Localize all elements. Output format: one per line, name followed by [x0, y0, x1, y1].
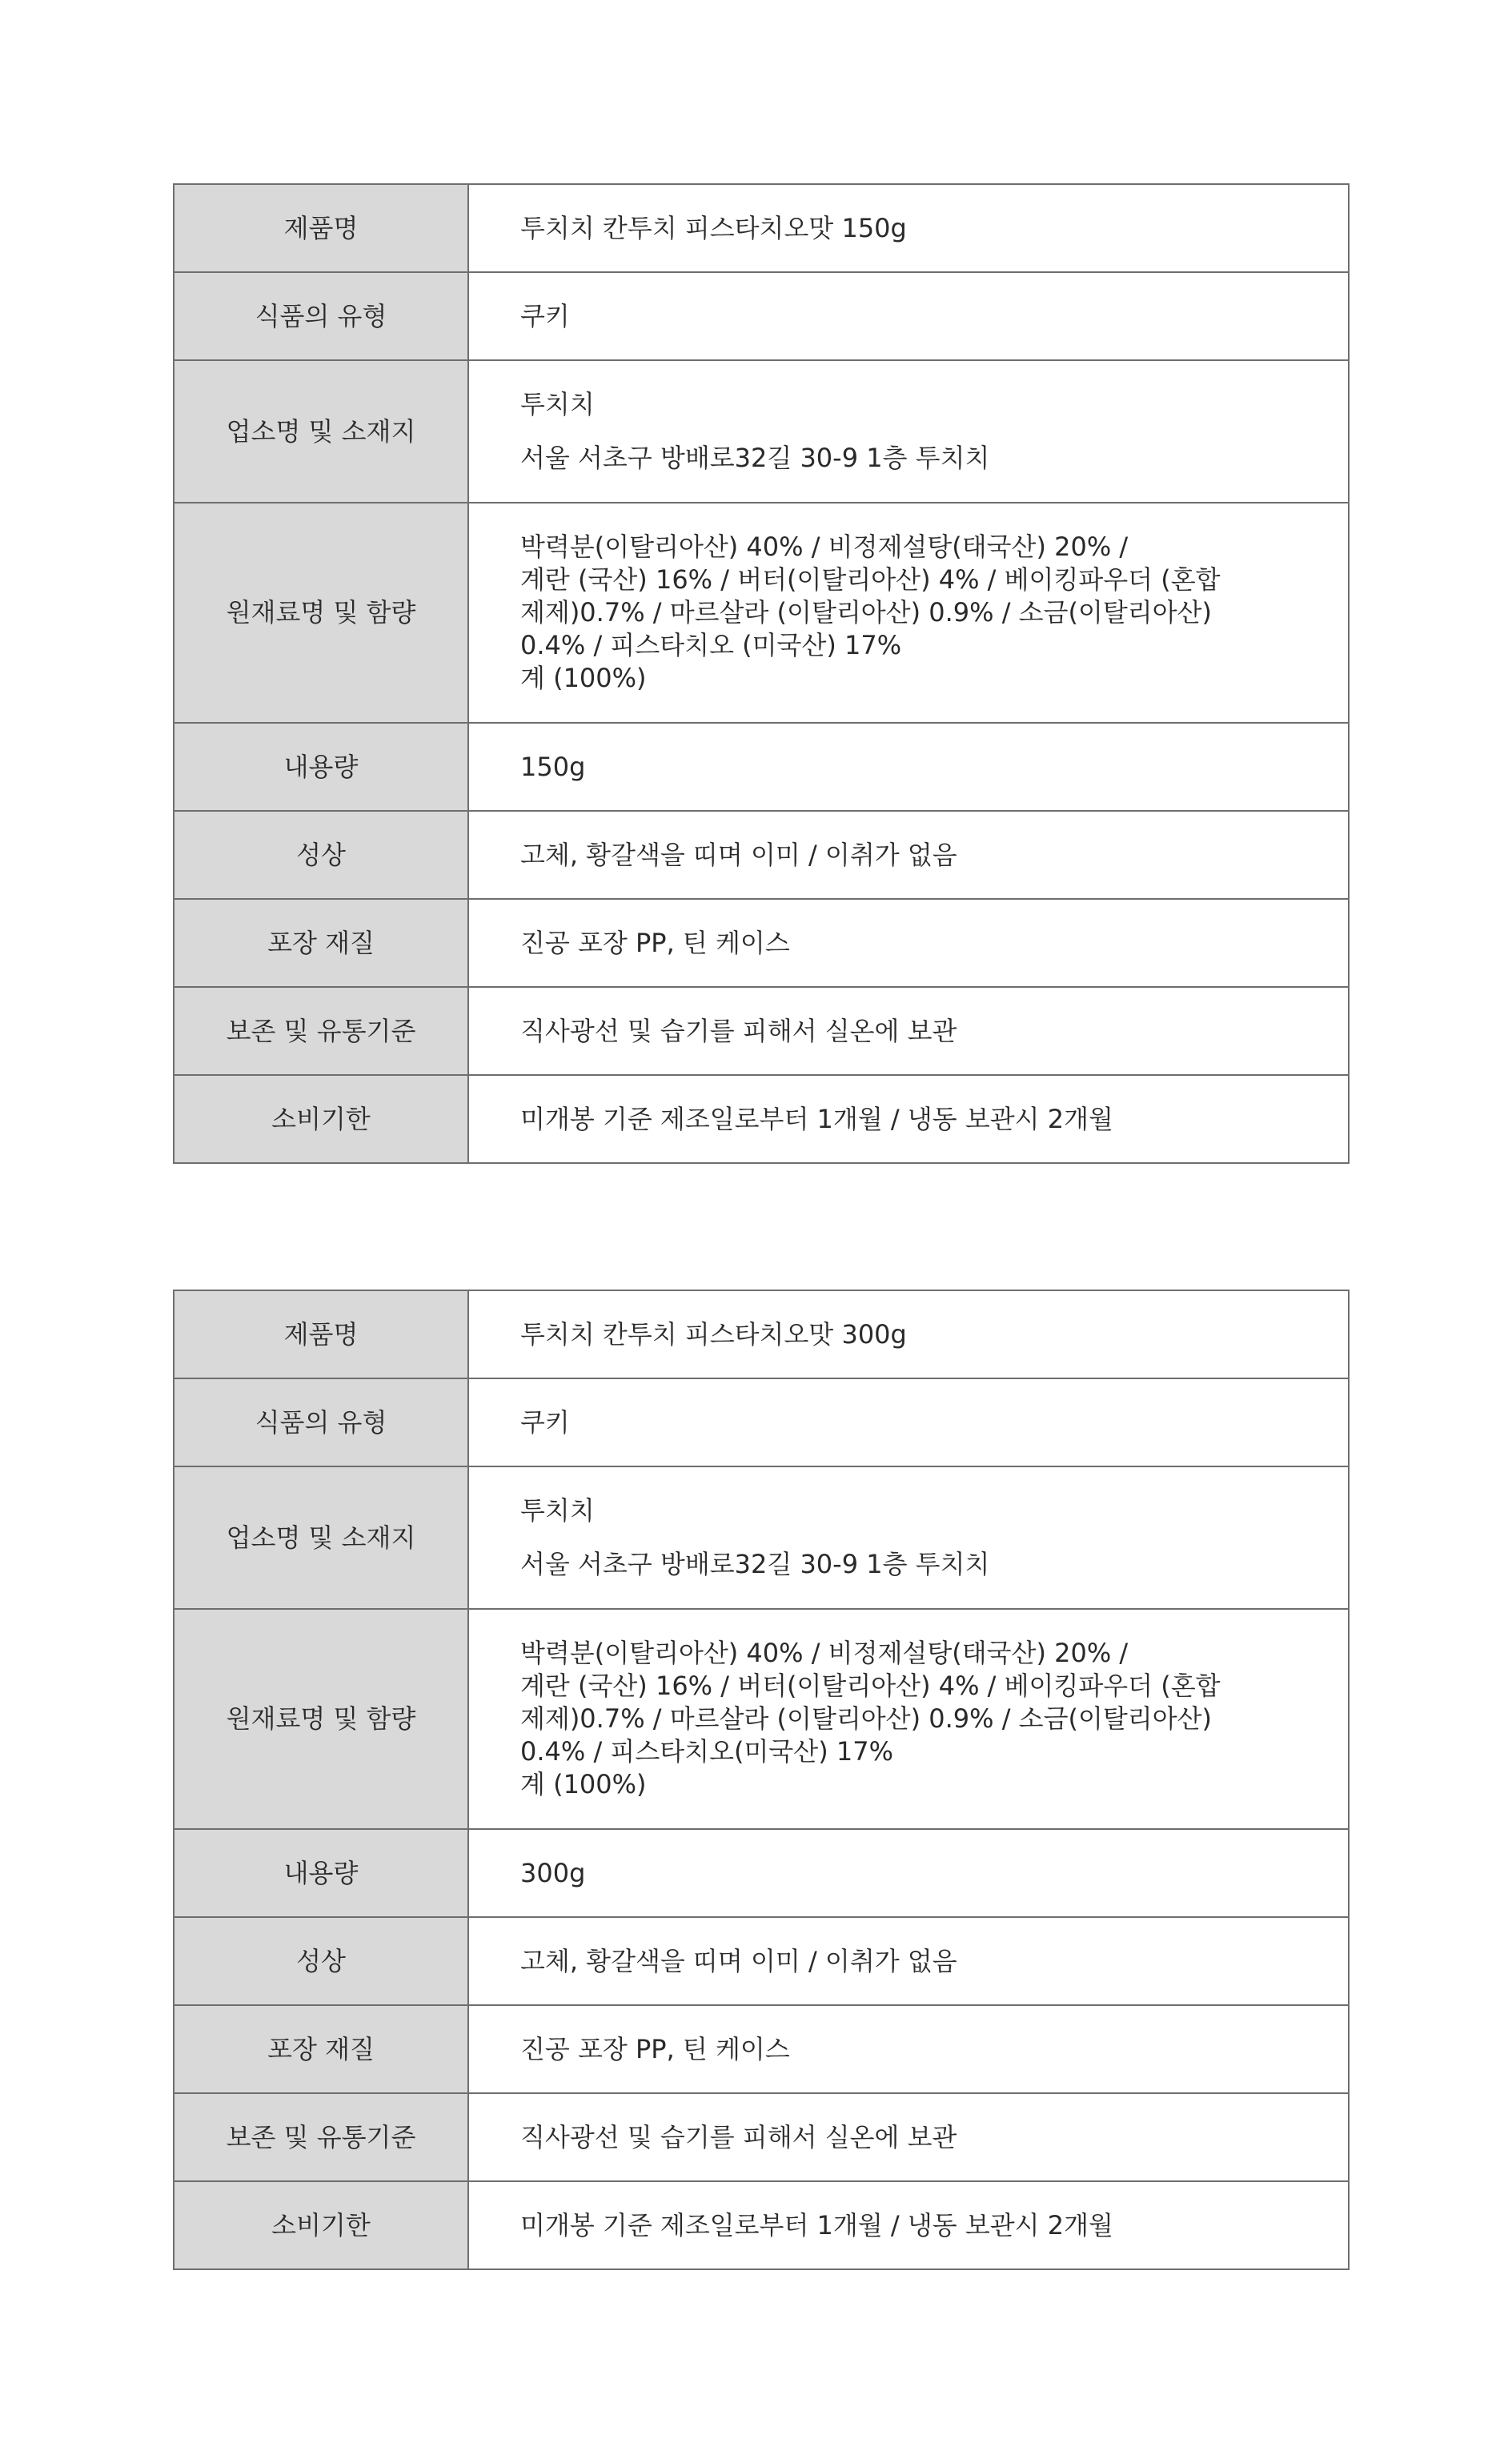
label-product-name: 제품명 — [174, 1290, 468, 1378]
value-expiry: 미개봉 기준 제조일로부터 1개월 / 냉동 보관시 2개월 — [468, 2181, 1349, 2269]
label-packaging: 포장 재질 — [174, 2005, 468, 2093]
row-volume — [174, 723, 1349, 811]
label-ingredients: 원재료명 및 함량 — [174, 503, 468, 723]
ingredients-line: 계 (100%) — [520, 663, 647, 693]
ingredients-line: 박력분(이탈리아산) 40% / 비정제설탕(태국산) 20% / — [520, 532, 1129, 562]
value-maker — [468, 1466, 1349, 1609]
product-info-table-150g — [173, 183, 1350, 1164]
label-packaging: 포장 재질 — [174, 899, 468, 987]
value-packaging: 진공 포장 PP, 틴 케이스 — [468, 899, 1349, 987]
value-volume: 150g — [468, 723, 1349, 811]
row-expiry — [174, 2181, 1349, 2269]
row-food-type — [174, 272, 1349, 360]
value-ingredients — [468, 1609, 1349, 1829]
label-ingredients: 원재료명 및 함량 — [174, 1609, 468, 1829]
value-maker — [468, 360, 1349, 503]
value-shape: 고체, 황갈색을 띠며 이미 / 이취가 없음 — [468, 811, 1349, 899]
value-product-name: 투치치 칸투치 피스타치오맛 300g — [468, 1290, 1349, 1378]
label-expiry: 소비기한 — [174, 2181, 468, 2269]
ingredients-line: 제제)0.7% / 마르살라 (이탈리아산) 0.9% / 소금(이탈리아산) — [520, 1703, 1213, 1734]
value-ingredients — [468, 503, 1349, 723]
ingredients-line: 제제)0.7% / 마르살라 (이탈리아산) 0.9% / 소금(이탈리아산) — [520, 597, 1213, 628]
row-ingredients — [174, 1609, 1349, 1829]
label-food-type: 식품의 유형 — [174, 1378, 468, 1466]
maker-address: 서울 서초구 방배로32길 30-9 1층 투치치 — [520, 1549, 990, 1579]
value-food-type: 쿠키 — [468, 272, 1349, 360]
row-expiry — [174, 1075, 1349, 1163]
value-storage: 직사광선 및 습기를 피해서 실온에 보관 — [468, 987, 1349, 1075]
maker-name: 투치치 — [520, 1495, 595, 1526]
label-maker: 업소명 및 소재지 — [174, 1466, 468, 1609]
value-storage: 직사광선 및 습기를 피해서 실온에 보관 — [468, 2093, 1349, 2181]
value-volume: 300g — [468, 1829, 1349, 1917]
maker-address: 서울 서초구 방배로32길 30-9 1층 투치치 — [520, 443, 990, 473]
row-food-type — [174, 1378, 1349, 1466]
row-packaging — [174, 899, 1349, 987]
ingredients-line: 박력분(이탈리아산) 40% / 비정제설탕(태국산) 20% / — [520, 1638, 1129, 1668]
ingredients-line: 0.4% / 피스타치오 (미국산) 17% — [520, 630, 902, 660]
product-info-table-300g — [173, 1290, 1350, 2270]
label-shape: 성상 — [174, 811, 468, 899]
ingredients-line: 0.4% / 피스타치오(미국산) 17% — [520, 1736, 893, 1767]
label-volume: 내용량 — [174, 1829, 468, 1917]
label-storage: 보존 및 유통기준 — [174, 987, 468, 1075]
row-packaging — [174, 2005, 1349, 2093]
label-volume: 내용량 — [174, 723, 468, 811]
label-storage: 보존 및 유통기준 — [174, 2093, 468, 2181]
row-ingredients — [174, 503, 1349, 723]
value-packaging: 진공 포장 PP, 틴 케이스 — [468, 2005, 1349, 2093]
row-storage — [174, 2093, 1349, 2181]
row-shape — [174, 811, 1349, 899]
row-storage — [174, 987, 1349, 1075]
row-maker — [174, 360, 1349, 503]
ingredients-line: 계란 (국산) 16% / 버터(이탈리아산) 4% / 베이킹파우더 (혼합 — [520, 1671, 1221, 1701]
label-maker: 업소명 및 소재지 — [174, 360, 468, 503]
ingredients-line: 계란 (국산) 16% / 버터(이탈리아산) 4% / 베이킹파우더 (혼합 — [520, 564, 1221, 595]
maker-name: 투치치 — [520, 389, 595, 419]
label-shape: 성상 — [174, 1917, 468, 2005]
ingredients-line: 계 (100%) — [520, 1769, 647, 1799]
label-product-name: 제품명 — [174, 184, 468, 272]
value-food-type: 쿠키 — [468, 1378, 1349, 1466]
row-product-name — [174, 184, 1349, 272]
value-expiry: 미개봉 기준 제조일로부터 1개월 / 냉동 보관시 2개월 — [468, 1075, 1349, 1163]
row-volume — [174, 1829, 1349, 1917]
value-shape: 고체, 황갈색을 띠며 이미 / 이취가 없음 — [468, 1917, 1349, 2005]
label-expiry: 소비기한 — [174, 1075, 468, 1163]
row-shape — [174, 1917, 1349, 2005]
row-product-name — [174, 1290, 1349, 1378]
row-maker — [174, 1466, 1349, 1609]
label-food-type: 식품의 유형 — [174, 272, 468, 360]
value-product-name: 투치치 칸투치 피스타치오맛 150g — [468, 184, 1349, 272]
